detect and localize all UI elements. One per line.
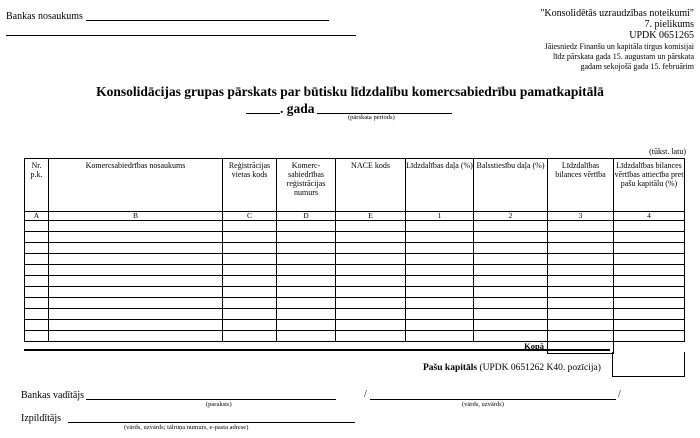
- table-cell[interactable]: [277, 254, 336, 265]
- participation-table: [24, 158, 685, 354]
- manager-name-line[interactable]: [370, 399, 616, 400]
- year-suffix: . gada: [280, 101, 315, 116]
- table-cell[interactable]: [548, 254, 614, 265]
- table-cell[interactable]: [336, 309, 406, 320]
- table-cell[interactable]: [474, 287, 548, 298]
- table-cell[interactable]: [406, 287, 474, 298]
- table-row: [25, 320, 685, 331]
- table-bottom-rule: [24, 349, 610, 351]
- own-capital-title: Pašu kapitāls: [423, 363, 478, 373]
- table-cell[interactable]: [614, 320, 685, 331]
- table-cell[interactable]: [49, 287, 223, 298]
- report-title: Konsolidācijas grupas pārskats par būtisku līdzdalību komercsabiedrību pamatkapitālā: [96, 84, 604, 99]
- table-row: [25, 331, 685, 342]
- table-cell[interactable]: [223, 221, 277, 232]
- submission-note-1: Jāiesniedz Finanšu un kapitāla tirgus komisijai: [544, 42, 694, 51]
- table-cell[interactable]: [474, 298, 548, 309]
- table-cell[interactable]: [548, 320, 614, 331]
- col-header-reg-number: Komerc-sabiedrības reģistrācijas numurs: [277, 159, 336, 212]
- table-cell[interactable]: [277, 287, 336, 298]
- total-balance-cell[interactable]: [548, 342, 614, 354]
- table-cell[interactable]: [49, 265, 223, 276]
- table-cell[interactable]: [406, 232, 474, 243]
- period-caption: (pārskata periods): [348, 114, 395, 121]
- table-cell[interactable]: [336, 254, 406, 265]
- executor-label: Izpildītājs: [21, 413, 61, 424]
- col-letter: 4: [614, 212, 685, 221]
- appendix-number: 7. pielikums: [644, 19, 694, 30]
- table-cell[interactable]: [277, 331, 336, 342]
- table-cell[interactable]: [49, 276, 223, 287]
- table-cell[interactable]: [223, 309, 277, 320]
- table-cell[interactable]: [25, 254, 49, 265]
- table-cell[interactable]: [223, 243, 277, 254]
- bank-name-label: Bankas nosaukums: [6, 11, 83, 22]
- col-letter: 1: [406, 212, 474, 221]
- table-cell[interactable]: [614, 287, 685, 298]
- units-label: (tūkst. latu): [649, 147, 686, 156]
- col-letter: B: [49, 212, 223, 221]
- table-cell[interactable]: [25, 320, 49, 331]
- table-cell[interactable]: [406, 298, 474, 309]
- bank-name-line[interactable]: [86, 20, 329, 21]
- table-cell[interactable]: [614, 254, 685, 265]
- table-cell[interactable]: [223, 298, 277, 309]
- table-cell[interactable]: [49, 320, 223, 331]
- table-cell[interactable]: [614, 232, 685, 243]
- table-cell[interactable]: [223, 276, 277, 287]
- table-cell[interactable]: [277, 309, 336, 320]
- table-cell[interactable]: [406, 221, 474, 232]
- table-cell[interactable]: [548, 276, 614, 287]
- table-cell[interactable]: [49, 243, 223, 254]
- updk-code: UPDK 0651265: [629, 30, 694, 41]
- table-cell[interactable]: [49, 232, 223, 243]
- regulation-title: "Konsolidētās uzraudzības noteikumi": [540, 8, 694, 19]
- executor-line[interactable]: [68, 422, 355, 423]
- table-row: [25, 265, 685, 276]
- table-cell[interactable]: [548, 265, 614, 276]
- table-cell[interactable]: [277, 320, 336, 331]
- col-letter: 3: [548, 212, 614, 221]
- table-cell[interactable]: [49, 221, 223, 232]
- table-row: [25, 243, 685, 254]
- own-capital-ref: (UPDK 0651262 K40. pozīcija): [479, 363, 601, 373]
- col-header-voting: Balsstiesību daļa (%): [474, 159, 548, 212]
- col-header-ratio: Līdzdalības bilances vērtības attiecība pret pašu kapitālu (%): [614, 159, 685, 212]
- table-cell[interactable]: [49, 331, 223, 342]
- table-cell[interactable]: [223, 265, 277, 276]
- table-cell[interactable]: [25, 309, 49, 320]
- table-cell[interactable]: [223, 320, 277, 331]
- table-cell[interactable]: [406, 243, 474, 254]
- table-cell[interactable]: [548, 287, 614, 298]
- table-cell[interactable]: [406, 276, 474, 287]
- table-cell[interactable]: [614, 221, 685, 232]
- table-row: [25, 232, 685, 243]
- table-cell[interactable]: [614, 331, 685, 342]
- col-letter: E: [336, 212, 406, 221]
- table-cell[interactable]: [277, 221, 336, 232]
- table-cell[interactable]: [49, 298, 223, 309]
- table-cell[interactable]: [548, 221, 614, 232]
- table-cell[interactable]: [474, 254, 548, 265]
- table-cell[interactable]: [614, 309, 685, 320]
- table-cell[interactable]: [614, 243, 685, 254]
- total-label: Kopā: [25, 342, 548, 354]
- col-header-company: Komercsabiedrības nosaukums: [49, 159, 223, 212]
- table-cell[interactable]: [548, 309, 614, 320]
- table-cell[interactable]: [614, 265, 685, 276]
- slash-right: /: [618, 389, 621, 400]
- table-cell[interactable]: [223, 232, 277, 243]
- table-cell[interactable]: [336, 232, 406, 243]
- table-cell[interactable]: [25, 232, 49, 243]
- table-cell[interactable]: [474, 221, 548, 232]
- col-header-reg-place: Reģistrācijas vietas kods: [223, 159, 277, 212]
- table-cell[interactable]: [406, 265, 474, 276]
- table-cell[interactable]: [336, 287, 406, 298]
- table-cell[interactable]: [25, 221, 49, 232]
- col-header-balance: Līdzdalības bilances vērtība: [548, 159, 614, 212]
- name-caption: (vārds, uzvārds): [462, 401, 504, 408]
- own-capital-label: [423, 362, 601, 374]
- table-row: [25, 276, 685, 287]
- table-cell[interactable]: [277, 265, 336, 276]
- table-cell[interactable]: [336, 276, 406, 287]
- manager-signature-line[interactable]: [86, 399, 336, 400]
- submission-note-2: līdz pārskata gada 15. augustam un pārskata: [552, 52, 694, 61]
- table-cell[interactable]: [223, 331, 277, 342]
- table-cell[interactable]: [277, 276, 336, 287]
- col-letter: A: [25, 212, 49, 221]
- col-letter: D: [277, 212, 336, 221]
- col-letter: 2: [474, 212, 548, 221]
- col-header-nace: NACE kods: [336, 159, 406, 212]
- signature-caption: (paraksts): [206, 401, 232, 408]
- table-cell[interactable]: [548, 232, 614, 243]
- table-cell[interactable]: [614, 276, 685, 287]
- table-cell[interactable]: [277, 298, 336, 309]
- table-cell[interactable]: [406, 331, 474, 342]
- table-cell[interactable]: [223, 254, 277, 265]
- table-cell[interactable]: [474, 309, 548, 320]
- executor-caption: (vārds, uzvārds; tālruņa numurs, e-pasta adrese): [124, 424, 249, 431]
- table-cell[interactable]: [25, 276, 49, 287]
- table-row: [25, 309, 685, 320]
- table-cell[interactable]: [25, 243, 49, 254]
- table-cell[interactable]: [49, 254, 223, 265]
- table-cell[interactable]: [277, 243, 336, 254]
- table-cell[interactable]: [49, 309, 223, 320]
- table-cell[interactable]: [25, 298, 49, 309]
- col-header-participation: Līdzdalības daļa (%): [406, 159, 474, 212]
- table-cell[interactable]: [474, 320, 548, 331]
- slash-left: /: [364, 389, 367, 400]
- col-letter: C: [223, 212, 277, 221]
- table-cell[interactable]: [336, 243, 406, 254]
- table-cell[interactable]: [336, 221, 406, 232]
- table-cell[interactable]: [336, 265, 406, 276]
- table-row: [25, 287, 685, 298]
- table-cell[interactable]: [548, 331, 614, 342]
- table-row: [25, 254, 685, 265]
- year-input-line[interactable]: [246, 113, 280, 114]
- table-cell[interactable]: [336, 320, 406, 331]
- table-cell[interactable]: [25, 287, 49, 298]
- table-cell[interactable]: [548, 243, 614, 254]
- total-row: [25, 342, 685, 354]
- table-cell[interactable]: [336, 298, 406, 309]
- table-cell[interactable]: [336, 331, 406, 342]
- table-cell[interactable]: [474, 232, 548, 243]
- table-cell[interactable]: [223, 287, 277, 298]
- submission-note-3: gadam sekojošā gada 15. februārim: [580, 62, 694, 71]
- table-cell[interactable]: [474, 243, 548, 254]
- table-cell[interactable]: [25, 265, 49, 276]
- table-cell[interactable]: [406, 309, 474, 320]
- table-cell[interactable]: [406, 320, 474, 331]
- table-cell[interactable]: [474, 265, 548, 276]
- table-cell[interactable]: [25, 331, 49, 342]
- table-cell[interactable]: [474, 276, 548, 287]
- table-cell[interactable]: [406, 254, 474, 265]
- table-row: [25, 221, 685, 232]
- col-header-nr: Nr. p.k.: [25, 159, 49, 212]
- own-capital-input[interactable]: [612, 352, 685, 377]
- table-cell[interactable]: [614, 298, 685, 309]
- bank-name-line-2[interactable]: [6, 35, 356, 36]
- bank-manager-label: Bankas vadītājs: [21, 390, 85, 401]
- table-cell[interactable]: [474, 331, 548, 342]
- table-cell[interactable]: [277, 232, 336, 243]
- table-cell[interactable]: [548, 298, 614, 309]
- table-row: [25, 298, 685, 309]
